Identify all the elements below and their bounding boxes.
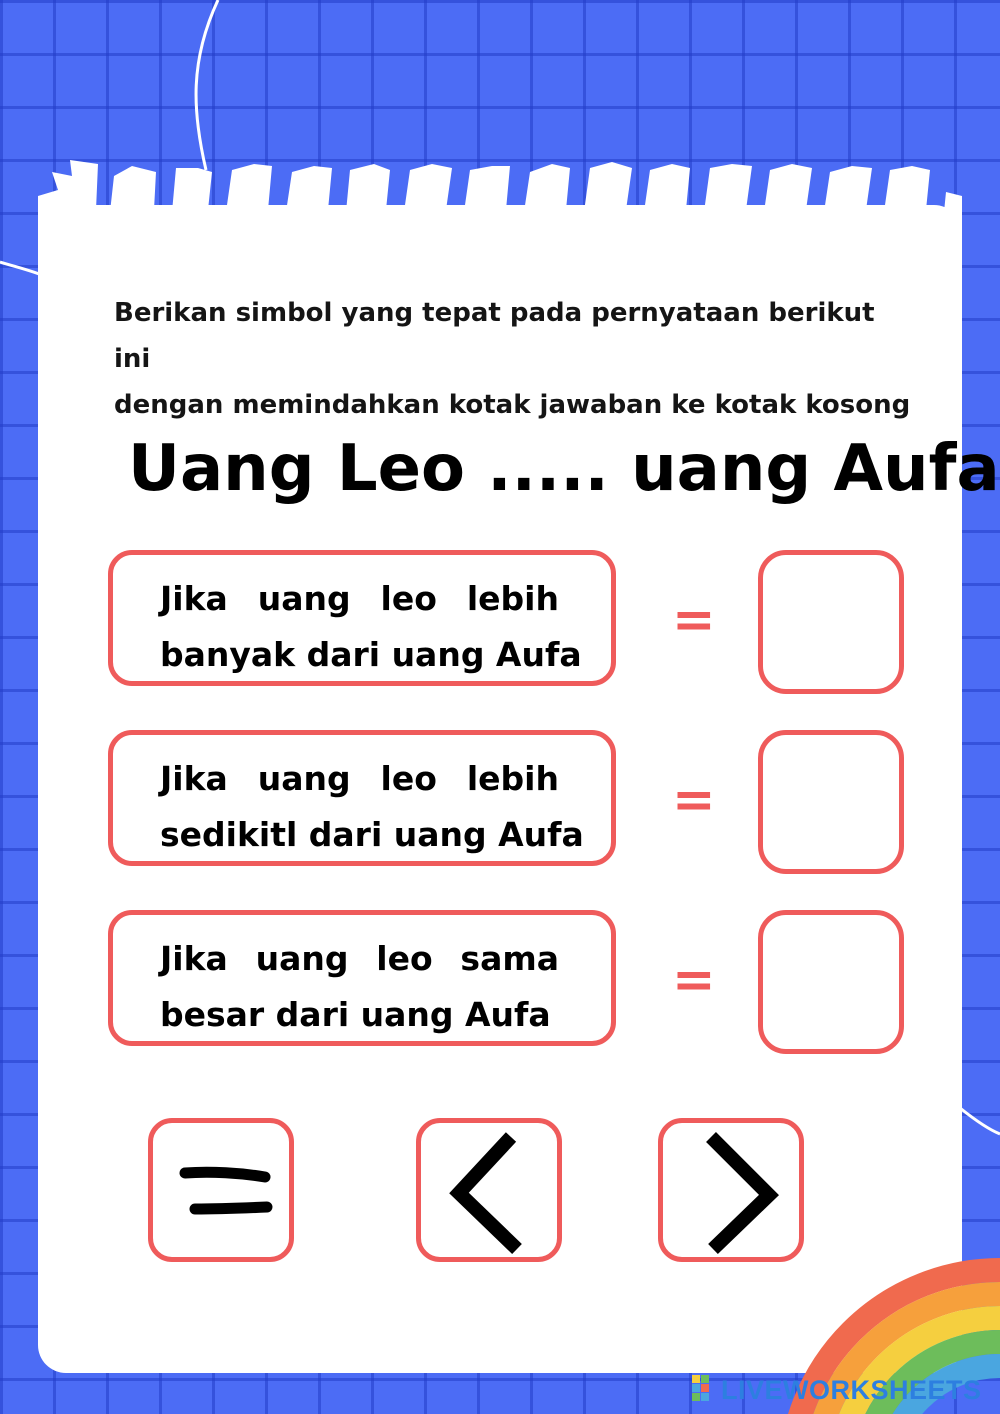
- statement-line1: Jika uang leo sama: [160, 939, 559, 978]
- less-than-icon: [429, 1123, 549, 1257]
- equals-sign: =: [672, 590, 716, 650]
- statement-box-equal: [108, 910, 616, 1046]
- comparison-headline: Uang Leo ..... uang Aufa: [128, 432, 1000, 506]
- statement-line2: besar dari uang Aufa: [160, 995, 551, 1034]
- less-than-tile[interactable]: [416, 1118, 562, 1262]
- statement-line1: Jika uang leo lebih: [160, 579, 559, 618]
- statement-line2: banyak dari uang Aufa: [160, 635, 582, 674]
- answer-drop-box-2[interactable]: [758, 730, 904, 874]
- watermark-text: LIVEWORKSHEETS: [721, 1374, 982, 1405]
- liveworksheets-logo-icon: [692, 1375, 718, 1405]
- statement-box-more: [108, 550, 616, 686]
- equals-sign: =: [672, 950, 716, 1010]
- instruction-text: Berikan simbol yang tepat pada pernyataan berikut ini dengan memindahkan kotak jawaban ke kotak kosong: [114, 298, 911, 420]
- greater-than-icon: [671, 1123, 791, 1257]
- equals-tile[interactable]: [148, 1118, 294, 1262]
- equals-icon: [161, 1145, 281, 1235]
- greater-than-tile[interactable]: [658, 1118, 804, 1262]
- liveworksheets-watermark: [692, 1372, 982, 1408]
- statement-box-less: [108, 730, 616, 866]
- statement-line1: Jika uang leo lebih: [160, 759, 559, 798]
- equals-sign: =: [672, 770, 716, 830]
- torn-paper-edge: [0, 0, 1000, 260]
- statement-line2: sedikitl dari uang Aufa: [160, 815, 584, 854]
- answer-drop-box-1[interactable]: [758, 550, 904, 694]
- answer-drop-box-3[interactable]: [758, 910, 904, 1054]
